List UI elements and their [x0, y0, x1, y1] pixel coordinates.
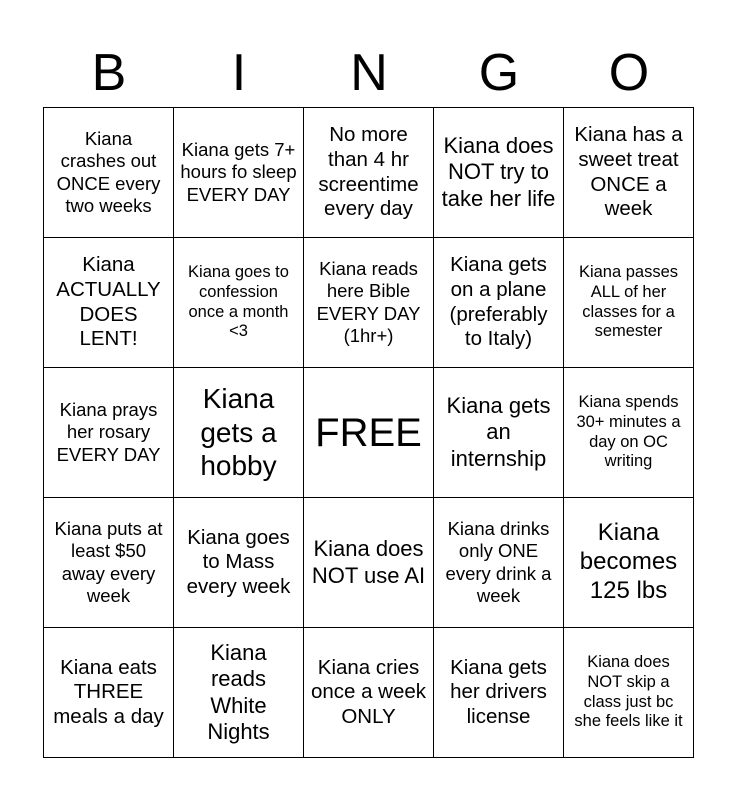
- bingo-cell[interactable]: [434, 368, 564, 498]
- bingo-cell-text: Kiana eats THREE meals a day: [53, 655, 164, 728]
- bingo-cell-text: Kiana drinks only ONE every drink a week: [445, 518, 552, 606]
- bingo-cell[interactable]: [44, 498, 174, 628]
- bingo-cell[interactable]: [564, 238, 694, 368]
- free-space[interactable]: [304, 368, 434, 498]
- bingo-cell-text: Kiana goes to confession once a month <3: [188, 262, 289, 341]
- bingo-cell-text: Kiana does NOT use AI: [311, 536, 426, 588]
- bingo-cell-text: No more than 4 hr screentime every day: [318, 123, 419, 221]
- header-letter-n: N: [350, 44, 388, 102]
- bingo-cell-text: Kiana gets 7+ hours fo sleep EVERY DAY: [180, 139, 297, 205]
- header-letter-b: B: [91, 44, 127, 102]
- bingo-cell-text: Kiana puts at least $50 away every week: [54, 518, 163, 606]
- bingo-cell[interactable]: [434, 498, 564, 628]
- bingo-card-grid: [43, 107, 694, 758]
- bingo-cell[interactable]: [304, 628, 434, 758]
- bingo-cell-text: Kiana passes ALL of her classes for a semester: [578, 262, 679, 341]
- bingo-cell[interactable]: [174, 628, 304, 758]
- bingo-cell-text: Kiana gets a hobby: [200, 383, 277, 482]
- bingo-cell[interactable]: [44, 628, 174, 758]
- bingo-cell-text: Kiana spends 30+ minutes a day on OC writing: [576, 392, 681, 471]
- bingo-cell[interactable]: [44, 108, 174, 238]
- bingo-cell[interactable]: [434, 108, 564, 238]
- bingo-cell[interactable]: [564, 498, 694, 628]
- bingo-cell-text: Kiana does NOT skip a class just bc she feels like it: [574, 652, 683, 731]
- bingo-cell[interactable]: [174, 498, 304, 628]
- free-space-text: FREE: [315, 410, 422, 455]
- bingo-cell-text: Kiana has a sweet treat ONCE a week: [574, 123, 683, 221]
- bingo-cell[interactable]: [564, 628, 694, 758]
- bingo-cell[interactable]: [174, 368, 304, 498]
- bingo-cell-text: Kiana prays her rosary EVERY DAY: [56, 399, 161, 465]
- bingo-cell-text: Kiana crashes out ONCE every two weeks: [56, 128, 161, 216]
- bingo-cell[interactable]: [44, 368, 174, 498]
- bingo-cell[interactable]: [304, 498, 434, 628]
- bingo-cell-text: Kiana ACTUALLY DOES LENT!: [56, 253, 161, 351]
- bingo-cell[interactable]: [564, 108, 694, 238]
- bingo-cell-text: Kiana goes to Mass every week: [186, 525, 291, 598]
- bingo-cell-text: Kiana does NOT try to take her life: [441, 132, 556, 211]
- header-letter-g: G: [478, 44, 520, 102]
- bingo-cell[interactable]: [44, 238, 174, 368]
- bingo-cell-text: Kiana reads White Nights: [207, 639, 270, 744]
- bingo-cell[interactable]: [564, 368, 694, 498]
- bingo-cell-text: Kiana reads here Bible EVERY DAY (1hr+): [316, 258, 421, 346]
- bingo-cell[interactable]: [174, 108, 304, 238]
- bingo-cell-text: Kiana becomes 125 lbs: [579, 519, 678, 604]
- bingo-cell-text: Kiana gets an internship: [446, 392, 551, 471]
- bingo-cell-text: Kiana cries once a week ONLY: [310, 655, 427, 728]
- bingo-cell-text: Kiana gets her drivers license: [450, 655, 547, 728]
- bingo-cell[interactable]: [434, 238, 564, 368]
- header-letter-i: I: [231, 44, 247, 102]
- bingo-header: [44, 40, 694, 106]
- header-letter-o: O: [608, 44, 650, 102]
- bingo-cell[interactable]: [174, 238, 304, 368]
- bingo-cell[interactable]: [304, 238, 434, 368]
- bingo-cell-text: Kiana gets on a plane (preferably to Italy): [449, 253, 548, 351]
- bingo-cell[interactable]: [304, 108, 434, 238]
- bingo-cell[interactable]: [434, 628, 564, 758]
